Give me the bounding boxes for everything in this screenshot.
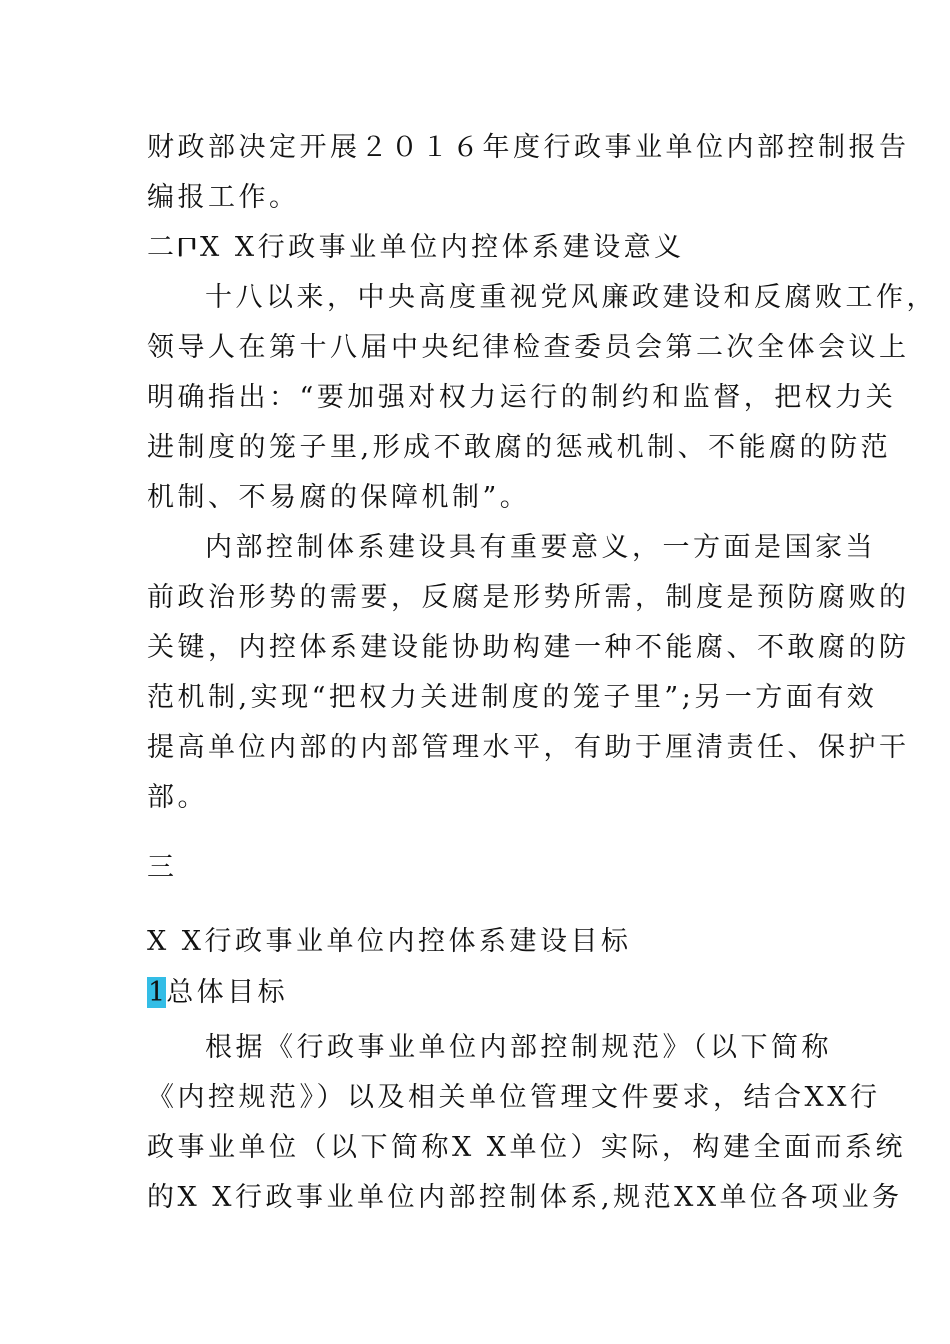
- text-line: 内部控制体系建设具有重要意义，一方面是国家当: [205, 532, 876, 563]
- subheading: [147, 973, 817, 1013]
- text-line: 关键，内控体系建设能协助构建一种不能腐、不敢腐的防: [147, 632, 910, 663]
- text-line: 编报工作。: [147, 182, 300, 213]
- section-heading-2: 二𐅃X X行政事业单位内控体系建设意义: [147, 232, 685, 263]
- subheading-text: 总体目标: [166, 977, 289, 1008]
- text-line: 根据《行政事业单位内部控制规范》（以下简称: [205, 1032, 832, 1063]
- text-line: 范机制,实现“把权力关进制度的笼子里”;另一方面有效: [147, 682, 878, 713]
- text-line: 机制、不易腐的保障机制”。: [147, 482, 531, 513]
- text-line: 政事业单位（以下简称X X单位）实际，构建全面而系统: [147, 1132, 907, 1163]
- text-line: 领导人在第十八届中央纪律检查委员会第二次全体会议上: [147, 332, 910, 363]
- text-line: 的X X行政事业单位内部控制体系,规范XX单位各项业务: [147, 1182, 903, 1213]
- text-line: 前政治形势的需要，反腐是形势所需，制度是预防腐败的: [147, 582, 910, 613]
- text-line: 部。: [147, 782, 208, 813]
- section-heading-3: X X行政事业单位内控体系建设目标: [147, 926, 632, 957]
- text-line: 《内控规范》）以及相关单位管理文件要求，结合XX行: [147, 1082, 881, 1113]
- subheading-number: 1: [148, 977, 166, 1008]
- text-line: 进制度的笼子里,形成不敢腐的惩戒机制、不能腐的防范: [147, 432, 892, 463]
- text-line: 提高单位内部的内部管理水平，有助于厘清责任、保护干: [147, 732, 910, 763]
- text-line: 明确指出：“要加强对权力运行的制约和监督，把权力关: [147, 382, 897, 413]
- text-line: 财政部决定开展２０１６年度行政事业单位内部控制报告: [147, 132, 910, 163]
- text-line: 十八以来，中央高度重视党风廉政建设和反腐败工作，: [205, 282, 937, 313]
- section-heading-3-number: 三: [147, 852, 178, 883]
